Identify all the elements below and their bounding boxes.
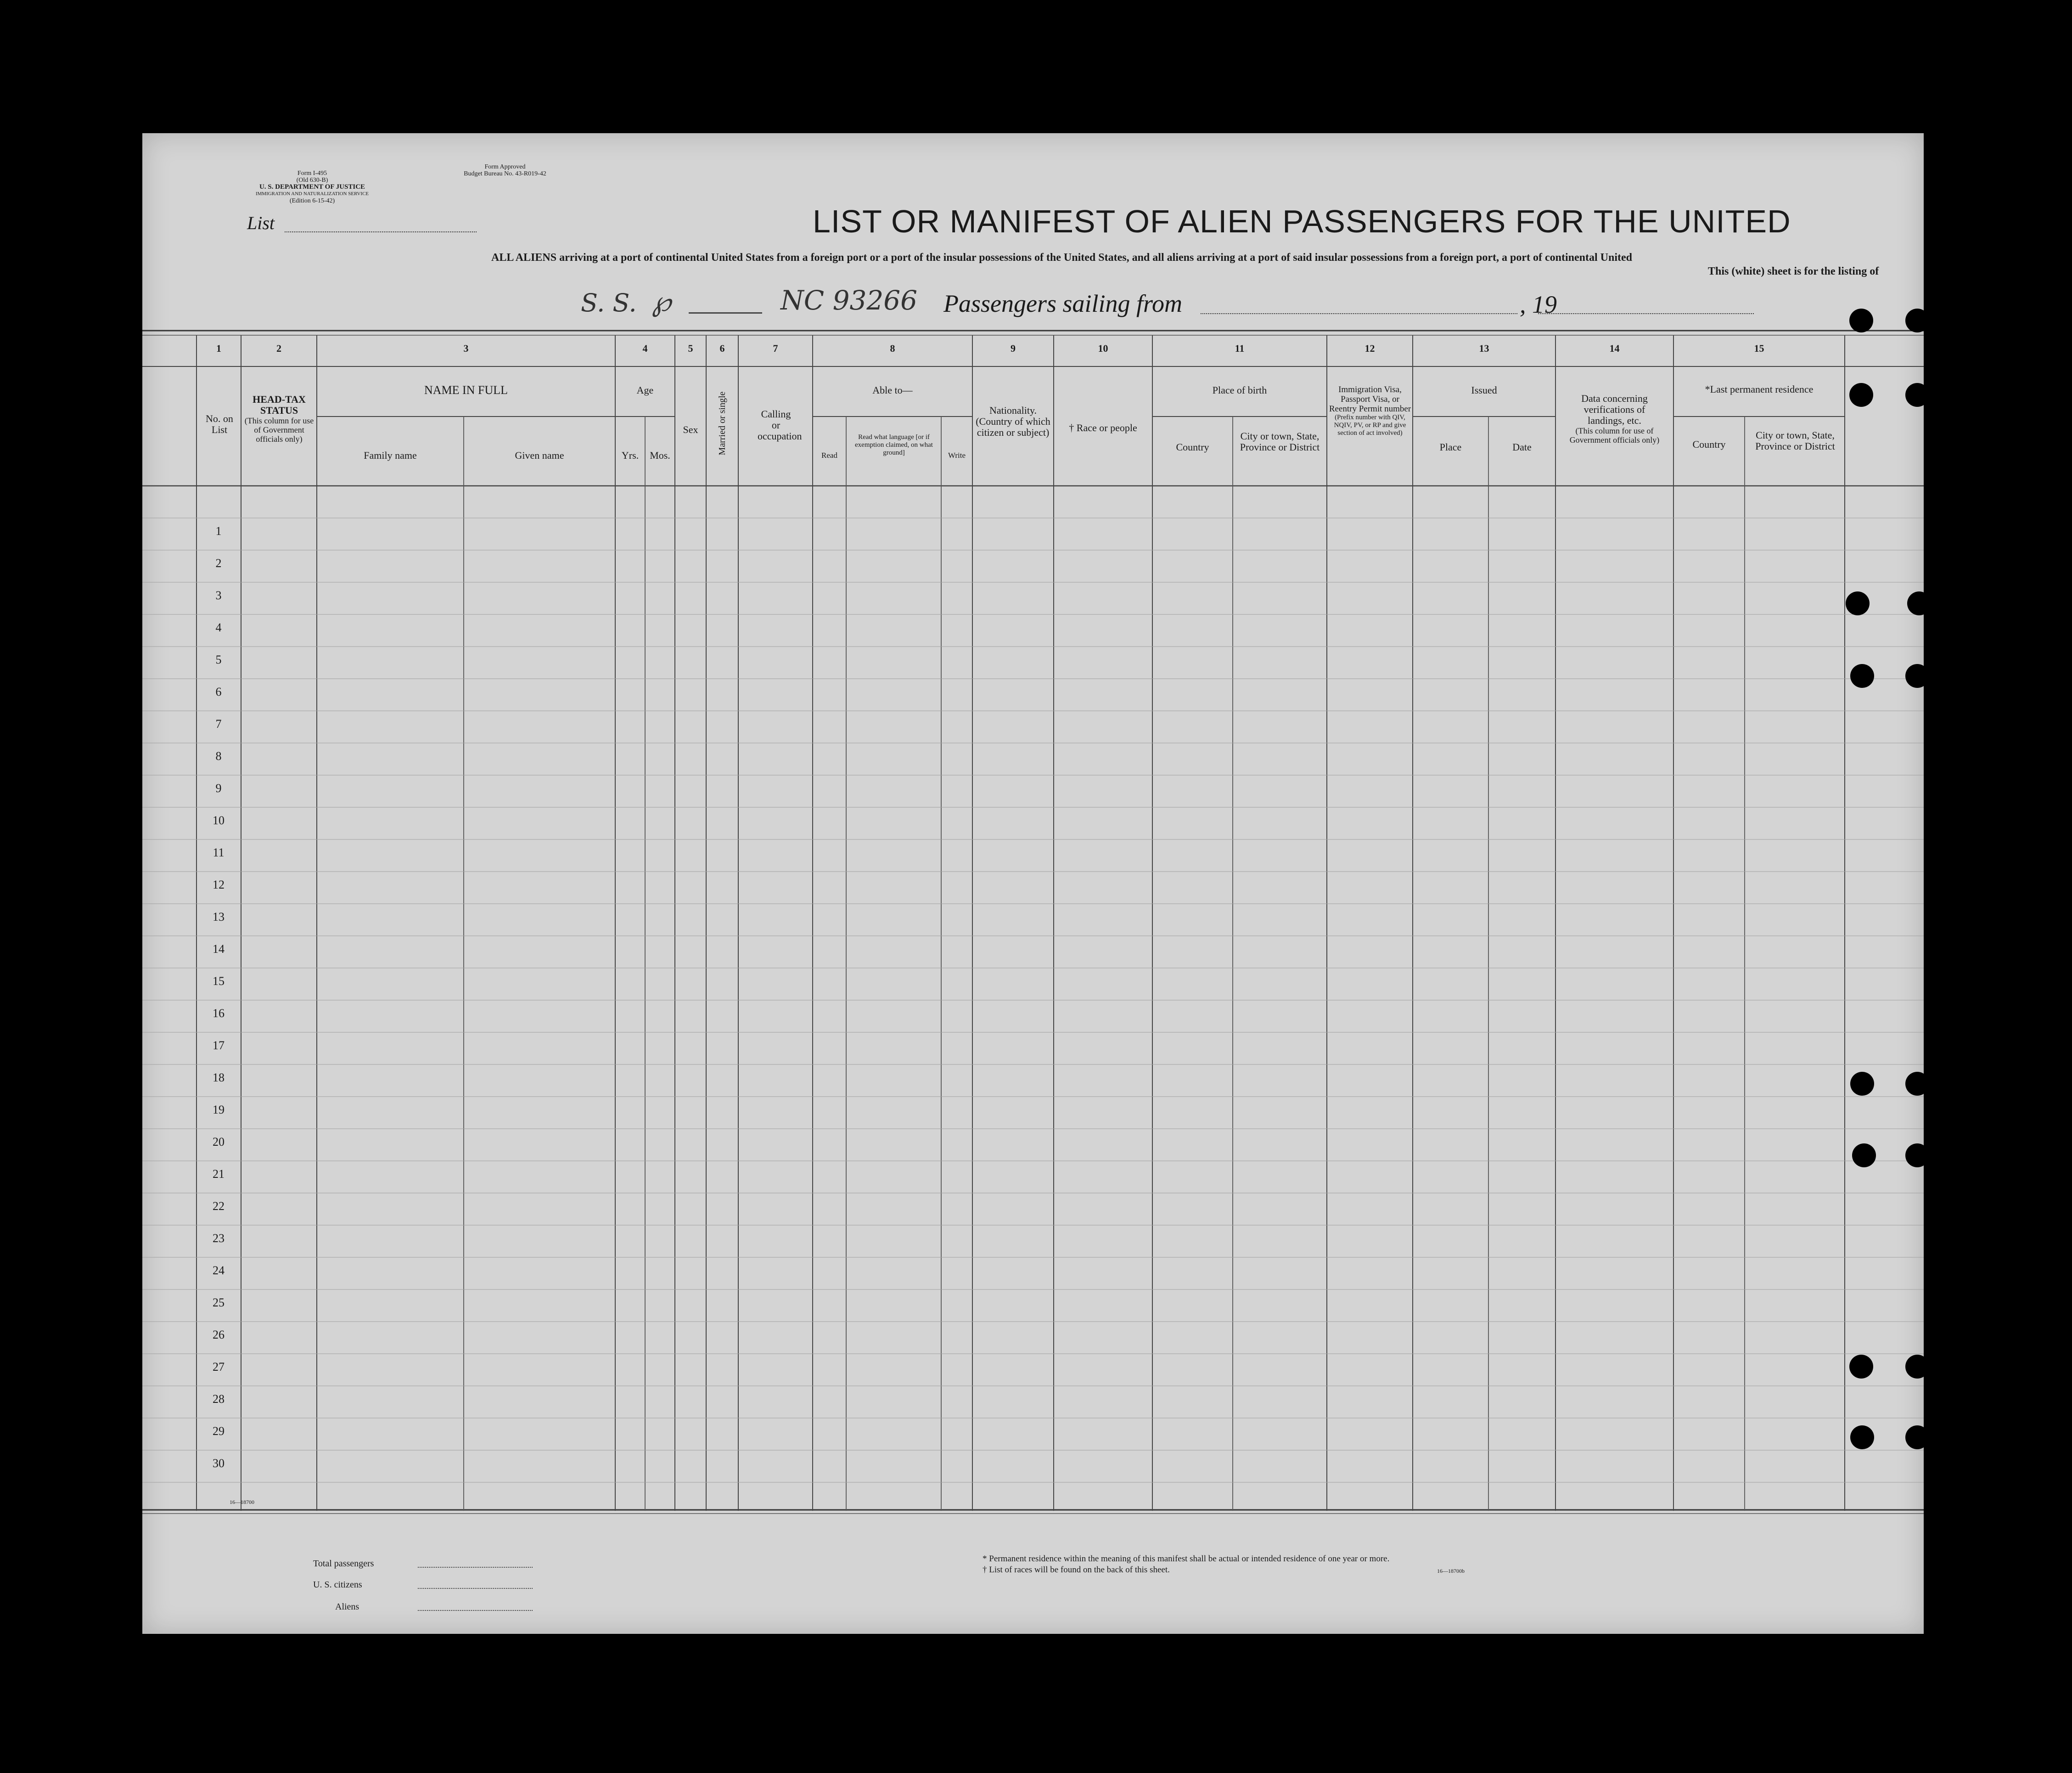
header-head-tax-label: HEAD-TAX STATUS (253, 394, 306, 416)
header-issued-date: Date (1512, 441, 1532, 453)
ship-number-handwritten: NC 93266 (781, 285, 918, 316)
binding-hole (1850, 1425, 1874, 1449)
column-number-15: 15 (1754, 343, 1764, 354)
binding-hole (1849, 383, 1873, 407)
header-verification-note: (This column for use of Government officials only) (1569, 426, 1660, 445)
header-no-on-list: No. on List (206, 413, 233, 435)
row-number: 17 (213, 1039, 225, 1052)
column-number-13: 13 (1479, 343, 1489, 354)
manifest-sheet (142, 133, 1924, 1634)
header-issued-place: Place (1439, 441, 1462, 453)
department: U. S. DEPARTMENT OF JUSTICE (259, 183, 365, 191)
sailing-from-label: Passengers sailing from (943, 290, 1183, 317)
column-number-6: 6 (719, 343, 725, 354)
row-number: 9 (215, 782, 222, 795)
row-number: 14 (213, 942, 225, 956)
header-last-residence: *Last permanent residence (1705, 383, 1814, 395)
row-number: 4 (215, 621, 222, 634)
row-number: 5 (215, 653, 222, 666)
row-number: 27 (213, 1360, 225, 1373)
manifest-grid (142, 133, 1924, 1634)
row-number: 7 (215, 717, 222, 731)
column-number-2: 2 (276, 343, 281, 354)
header-verification-data (1565, 393, 1664, 445)
row-number: 22 (213, 1199, 225, 1213)
column-number-14: 14 (1609, 343, 1620, 354)
column-number-12: 12 (1364, 343, 1375, 354)
header-birth-country: Country (1176, 441, 1209, 453)
ship-name-handwritten: ℘ (652, 286, 671, 318)
row-number: 23 (213, 1232, 225, 1245)
row-number: 15 (213, 974, 225, 988)
header-age-yrs: Yrs. (621, 450, 639, 461)
column-number-8: 8 (890, 343, 895, 354)
column-number-9: 9 (1011, 343, 1016, 354)
row-number: 25 (213, 1296, 225, 1309)
row-number: 13 (213, 910, 225, 923)
print-code-right: 16—18700b (1437, 1568, 1465, 1574)
header-place-of-birth: Place of birth (1212, 384, 1267, 396)
header-head-tax-note: (This column for use of Government officials only) (244, 416, 314, 444)
header-sex: Sex (683, 424, 698, 435)
header-nationality: Nationality. (Country of which citizen or subject) (976, 405, 1050, 438)
header-birth-city: City or town, State, Province or District (1240, 430, 1320, 453)
binding-hole (1846, 591, 1870, 615)
form-number: Form I-495 (297, 170, 327, 177)
row-number: 28 (213, 1392, 225, 1406)
total-passengers-label: Total passengers (313, 1559, 374, 1569)
aliens-blank (418, 1610, 533, 1611)
header-residence-city: City or town, State, Province or District (1755, 429, 1835, 452)
us-citizens-blank (418, 1588, 533, 1589)
row-number: 12 (213, 878, 225, 891)
row-number: 11 (213, 846, 225, 859)
header-residence-country: Country (1692, 439, 1726, 450)
form-approved: Form Approved (484, 163, 526, 170)
header-given-name: Given name (515, 450, 564, 461)
header-age: Age (636, 384, 654, 396)
binding-hole (1850, 1072, 1874, 1096)
binding-hole (1905, 1355, 1929, 1379)
row-number: 26 (213, 1328, 225, 1341)
header-name-in-full: NAME IN FULL (424, 383, 508, 397)
row-number: 18 (213, 1071, 225, 1084)
row-number: 6 (215, 685, 222, 698)
header-age-mos: Mos. (650, 450, 670, 461)
header-family-name: Family name (364, 450, 417, 461)
column-number-5: 5 (688, 343, 693, 354)
binding-hole (1852, 1143, 1876, 1167)
header-read: Read (821, 451, 837, 460)
header-immigration-visa-label: Immigration Visa, Passport Visa, or Reentry Permit number (1329, 385, 1411, 414)
edition: (Edition 6-15-42) (289, 197, 335, 204)
binding-hole (1905, 383, 1929, 407)
column-number-4: 4 (642, 343, 648, 354)
us-citizens-label: U. S. citizens (313, 1580, 362, 1590)
binding-hole (1850, 664, 1874, 688)
header-able-to: Able to— (872, 384, 913, 396)
footnote-residence: * Permanent residence within the meaning of this manifest shall be actual or intended residence of one year or more. (983, 1554, 1390, 1564)
list-label: List (247, 213, 275, 233)
binding-hole (1905, 1425, 1929, 1449)
row-number: 21 (213, 1167, 225, 1181)
row-number: 10 (213, 814, 225, 827)
header-write: Write (948, 451, 966, 460)
header-calling: Calling or occupation (758, 408, 802, 442)
column-number-1: 1 (216, 343, 221, 354)
row-number: 2 (215, 557, 222, 570)
header-head-tax (243, 394, 315, 444)
binding-hole (1849, 309, 1873, 332)
row-number: 16 (213, 1007, 225, 1020)
aliens-label: Aliens (335, 1602, 359, 1612)
ss-label: S. S. (581, 288, 637, 317)
header-immigration-visa-note: (Prefix number with QIV, NQIV, PV, or RP and give section of act involved) (1334, 414, 1406, 437)
budget-bureau: Budget Bureau No. 43-R019-42 (464, 170, 546, 177)
binding-hole (1905, 309, 1929, 332)
binding-hole (1905, 1143, 1929, 1167)
footnote-races: † List of races will be found on the back of this sheet. (983, 1565, 1170, 1575)
column-number-7: 7 (773, 343, 778, 354)
header-verification-label: Data concerning verifications of landings, etc. (1581, 393, 1648, 426)
column-number-3: 3 (463, 343, 469, 354)
column-number-11: 11 (1235, 343, 1245, 354)
year-label: , 19 (1520, 291, 1557, 318)
total-passengers-blank (418, 1567, 533, 1568)
header-read-language: Read what language [or if exemption claimed, on what ground] (855, 433, 933, 456)
service: IMMIGRATION AND NATURALIZATION SERVICE (255, 191, 369, 197)
header-issued: Issued (1471, 384, 1497, 396)
row-number: 19 (213, 1103, 225, 1116)
binding-hole (1905, 1072, 1929, 1096)
row-number: 24 (213, 1264, 225, 1277)
header-married-single: Married or single (717, 391, 727, 456)
binding-hole (1907, 591, 1931, 615)
header-immigration-visa (1329, 385, 1411, 437)
row-number: 20 (213, 1135, 225, 1148)
column-number-10: 10 (1098, 343, 1108, 354)
header-race: † Race or people (1069, 422, 1137, 433)
row-number: 1 (215, 524, 222, 538)
subtitle: ALL ALIENS arriving at a port of continental United States from a foreign port or a port of the insular possessions of the United States, and all aliens arriving at a port of said insular possessions from a foreign port, a port of continental United (491, 252, 1632, 264)
row-number: 3 (215, 589, 222, 602)
row-number: 30 (213, 1457, 225, 1470)
binding-hole (1849, 1355, 1873, 1379)
binding-hole (1905, 664, 1929, 688)
page-title: LIST OR MANIFEST OF ALIEN PASSENGERS FOR THE UNITED (813, 203, 1791, 239)
subtitle-sheet-note: This (white) sheet is for the listing of (1708, 265, 1879, 277)
print-code-left: 16—18700 (230, 1499, 254, 1505)
row-number: 8 (215, 749, 222, 763)
row-number: 29 (213, 1424, 225, 1438)
old-form-number: (Old 630-B) (296, 177, 328, 184)
